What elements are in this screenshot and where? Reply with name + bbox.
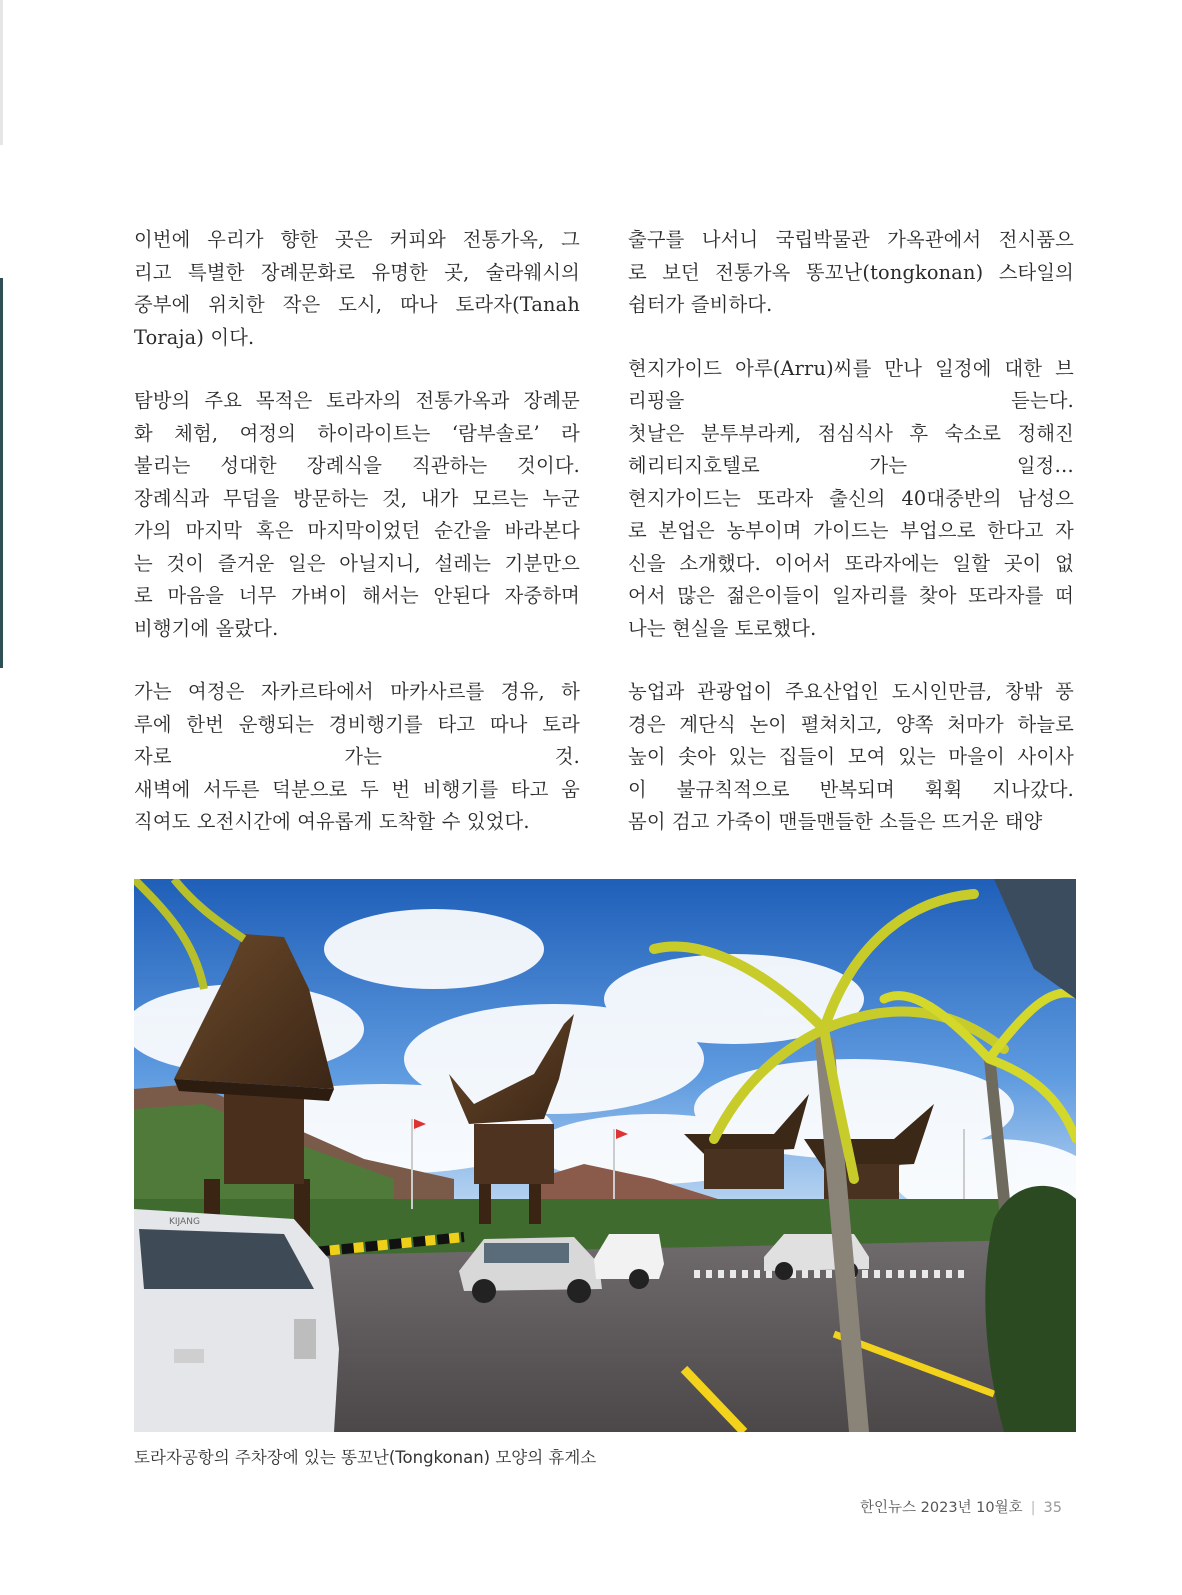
text-line: 직여도 오전시간에 여유롭게 도착할 수 있었다. [134,810,530,833]
text-line: 이번에 우리가 향한 곳은 커피와 전통가옥, 그 [134,228,580,251]
text-line: 루에 한번 운행되는 경비행기를 타고 따나 토라 [134,712,580,736]
text-line: 농업과 관광업이 주요산업인 도시인만큼, 창밖 풍 [628,680,1074,703]
text-line: 탐방의 주요 목적은 토라자의 전통가옥과 장례문 [134,389,580,412]
left-text-column [134,224,580,870]
text-line: 리고 특별한 장례문화로 유명한 곳, 술라웨시의 [134,260,580,284]
text-line: 어서 많은 젊은이들이 일자리를 찾아 또라자를 떠 [628,584,1074,607]
shrubs [985,1186,1076,1432]
text-line: 이 불규칙적으로 반복되며 휙휙 지나갔다. [628,777,1074,801]
text-line: 자로 가는 것. [134,745,580,768]
text-line: 현지가이드는 또라자 출신의 40대중반의 남성으 [628,486,1074,510]
publication-name: 한인뉴스 2023년 10월호 [860,1500,1023,1516]
foreground-car [134,1209,339,1432]
text-line: 리핑을 듣는다. [628,389,1074,412]
page-number: 35 [1043,1500,1062,1516]
text-line: 헤리티지호텔로 가는 일정… [628,454,1074,477]
text-line: 로 마음을 너무 가벼이 해서는 안된다 자중하며 [134,584,580,607]
paragraph [628,676,1074,839]
text-line: 첫날은 분투부라케, 점심식사 후 숙소로 정해진 [628,421,1074,445]
text-line: 는 것이 즐거운 일은 아닐지니, 설레는 기분만으 [134,551,580,575]
paragraph [628,224,1074,322]
text-line: 새벽에 서두른 덕분으로 두 번 비행기를 타고 움 [134,777,580,801]
text-line: 장례식과 무덤을 방문하는 것, 내가 모르는 누군 [134,486,580,510]
paragraph [628,353,1074,646]
text-line: 경은 계단식 논이 펼쳐치고, 양쪽 처마가 하늘로 [628,712,1074,736]
page-footer [860,1496,1062,1517]
page-edge-mark [0,0,3,145]
text-line: 신을 소개했다. 이어서 또라자에는 일할 곳이 없 [628,551,1074,575]
right-text-column [628,224,1074,870]
footer-separator: | [1030,1500,1036,1516]
text-line: 쉼터가 즐비하다. [628,293,773,316]
text-line: 로 보던 전통가옥 똥꼬난(tongkonan) 스타일의 [628,260,1074,284]
text-line: 출구를 나서니 국립박물관 가옥관에서 전시품으 [628,228,1074,251]
text-line: Toraja) 이다. [134,325,255,349]
text-line: 몸이 검고 가죽이 맨들맨들한 소들은 뜨거운 태양 [628,810,1043,833]
page-edge-tab [0,278,3,668]
paragraph [134,676,580,839]
text-line: 화 체험, 여정의 하이라이트는 ‘람부솔로’ 라 [134,421,580,445]
text-line: 비행기에 올랐다. [134,616,279,640]
photo-caption: 토라자공항의 주차장에 있는 똥꼬난(Tongkonan) 모양의 휴게소 [134,1448,597,1467]
text-line: 중부에 위치한 작은 도시, 따나 토라자(Tanah [134,293,580,316]
text-line: 가는 여정은 자카르타에서 마카사르를 경유, 하 [134,680,580,703]
text-line: 높이 솟아 있는 집들이 모여 있는 마을이 사이사 [628,745,1074,768]
text-line: 가의 마지막 혹은 마지막이었던 순간을 바라본다 [134,519,580,542]
car-badge-text: KIJANG [169,1217,200,1227]
text-line: 현지가이드 아루(Arru)씨를 만나 일정에 대한 브 [628,356,1074,380]
paragraph [134,224,580,354]
paragraph [134,385,580,645]
text-line: 불리는 성대한 장례식을 직관하는 것이다. [134,454,580,477]
text-line: 나는 현실을 토로했다. [628,616,817,640]
text-line: 로 본업은 농부이며 가이드는 부업으로 한다고 자 [628,519,1074,542]
tongkonan-rest-area-photo [134,879,1076,1432]
